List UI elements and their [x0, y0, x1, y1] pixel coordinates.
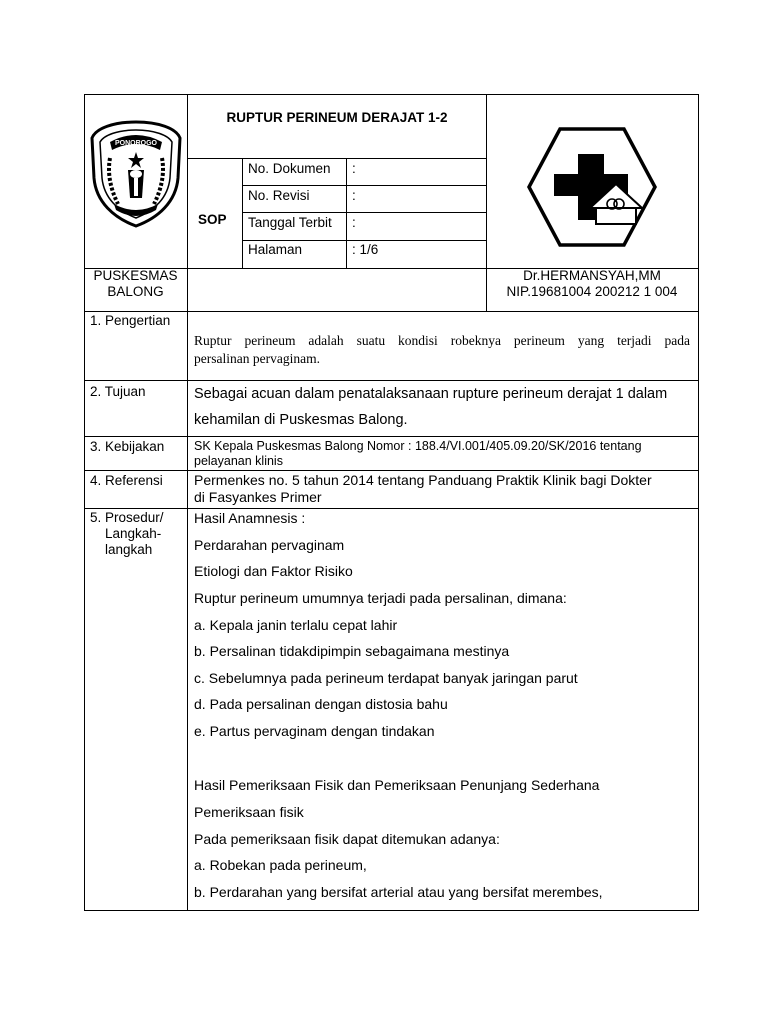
pengertian-line-1: Ruptur perineum adalah suatu kondisi robeknya perineum yang terjadi pada [194, 333, 690, 348]
prosedur-line: Perdarahan pervaginam [194, 537, 345, 553]
meta-label-no-dokumen: No. Dokumen [248, 161, 331, 176]
section-label-pengertian: 1. Pengertian [90, 313, 171, 328]
prosedur-line: b. Perdarahan yang bersifat arterial atau yang bersifat merembes, [194, 884, 603, 900]
prosedur-line: e. Partus pervaginam dengan tindakan [194, 723, 435, 739]
prosedur-line: a. Kepala janin terlalu cepat lahir [194, 617, 398, 633]
head-name: Dr.HERMANSYAH,MM [523, 268, 661, 283]
section-label-tujuan: 2. Tujuan [90, 384, 146, 399]
tujuan-line-2: kehamilan di Puskesmas Balong. [194, 412, 408, 428]
prosedur-line: Ruptur perineum umumnya terjadi pada persalinan, dimana: [194, 590, 567, 606]
meta-value-halaman: : 1/6 [352, 242, 379, 257]
puskesmas-logo [524, 126, 660, 248]
prosedur-line: Pemeriksaan fisik [194, 804, 304, 820]
ponorogo-emblem [88, 118, 184, 230]
section-label-kebijakan: 3. Kebijakan [90, 439, 165, 454]
sop-label: SOP [198, 212, 227, 227]
meta-value-tanggal-terbit: : [352, 215, 356, 230]
prosedur-line: Hasil Anamnesis : [194, 510, 306, 526]
meta-value-no-dokumen: : [352, 161, 356, 176]
meta-label-tanggal-terbit: Tanggal Terbit [248, 215, 332, 230]
org-name-line2: BALONG [107, 284, 164, 299]
referensi-line-1: Permenkes no. 5 tahun 2014 tentang Panduang Praktik Klinik bagi Dokter [194, 472, 652, 488]
section-label-prosedur-2: Langkah- [105, 526, 162, 541]
prosedur-line: Pada pemeriksaan fisik dapat ditemukan adanya: [194, 831, 500, 847]
meta-label-halaman: Halaman [248, 242, 303, 257]
svg-text:PONOROGO: PONOROGO [114, 140, 158, 147]
org-name-line1: PUSKESMAS [93, 268, 178, 283]
kebijakan-line-2: pelayanan klinis [194, 454, 283, 468]
section-label-prosedur-3: langkah [105, 542, 153, 557]
prosedur-line: Hasil Pemeriksaan Fisik dan Pemeriksaan Penunjang Sederhana [194, 777, 600, 793]
prosedur-line: c. Sebelumnya pada perineum terdapat banyak jaringan parut [194, 670, 578, 686]
kebijakan-line-1: SK Kepala Puskesmas Balong Nomor : 188.4/VI.001/405.09.20/SK/2016 tentang [194, 439, 642, 453]
head-nip: NIP.19681004 200212 1 004 [506, 284, 678, 299]
tujuan-line-1: Sebagai acuan dalam penatalaksanaan rupture perineum derajat 1 dalam [194, 386, 668, 402]
prosedur-line: Etiologi dan Faktor Risiko [194, 563, 353, 579]
pengertian-line-2: persalinan pervaginam. [194, 351, 320, 366]
section-label-referensi: 4. Referensi [90, 473, 163, 488]
meta-label-no-revisi: No. Revisi [248, 188, 310, 203]
section-label-prosedur-1: 5. Prosedur/ [90, 510, 164, 525]
prosedur-line: a. Robekan pada perineum, [194, 857, 367, 873]
document-title: RUPTUR PERINEUM DERAJAT 1-2 [226, 110, 448, 125]
meta-value-no-revisi: : [352, 188, 356, 203]
referensi-line-2: di Fasyankes Primer [194, 489, 322, 505]
prosedur-line: d. Pada persalinan dengan distosia bahu [194, 696, 448, 712]
pengertian-text [194, 332, 690, 368]
prosedur-line: b. Persalinan tidakdipimpin sebagaimana mestinya [194, 643, 510, 659]
